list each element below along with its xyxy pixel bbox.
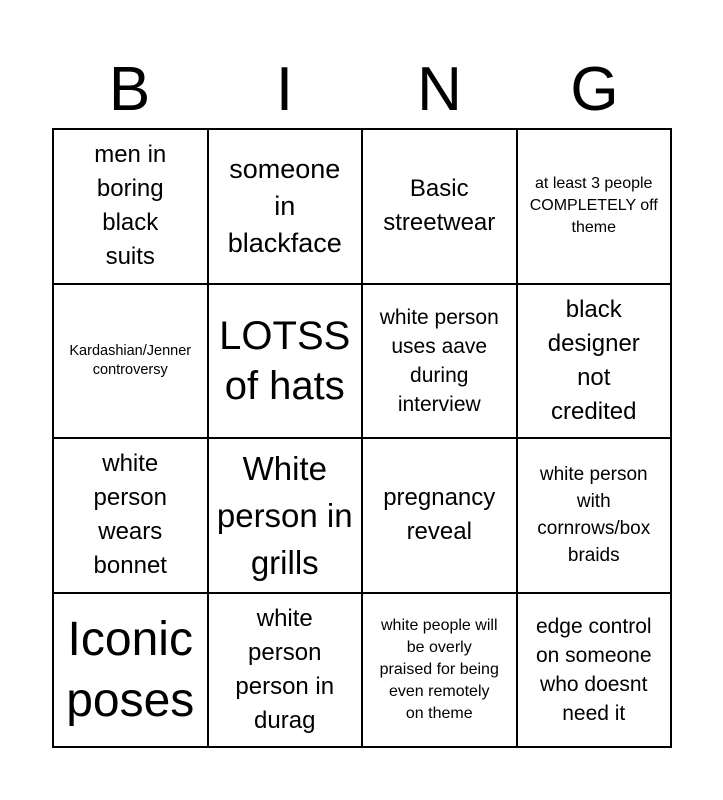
header-letter-n: N — [417, 55, 462, 124]
bingo-cell[interactable] — [209, 130, 364, 285]
cell-text: pregnancy reveal — [383, 484, 496, 546]
bingo-cell[interactable] — [363, 285, 518, 440]
header-letter-i: I — [275, 55, 294, 124]
bingo-cell[interactable] — [363, 439, 518, 594]
bingo-cell[interactable] — [363, 594, 518, 749]
header-letter-g: G — [570, 55, 619, 124]
cell-text: white person wears bonnet — [93, 450, 167, 580]
cell-text: White person in grills — [216, 449, 353, 581]
cell-text: white person person in durag — [235, 604, 335, 734]
cell-text: edge control on someone who doesnt need it — [535, 614, 652, 725]
cell-text: men in boring black suits — [94, 141, 167, 271]
bingo-cell[interactable] — [209, 439, 364, 594]
bingo-header — [52, 52, 672, 128]
cell-text: Kardashian/Jenner controversy — [69, 342, 192, 378]
cell-text: white person with cornrows/box braids — [537, 464, 651, 567]
bingo-cell[interactable] — [54, 439, 209, 594]
bingo-cell[interactable] — [54, 594, 209, 749]
bingo-cell[interactable] — [518, 285, 673, 440]
bingo-cell[interactable] — [209, 594, 364, 749]
cell-text: white people will be overly praised for being even remotely on theme — [379, 616, 499, 722]
cell-text: Iconic poses — [66, 612, 195, 727]
bingo-cell[interactable] — [363, 130, 518, 285]
bingo-cell[interactable] — [518, 594, 673, 749]
bingo-cell[interactable] — [518, 130, 673, 285]
cell-text: Basic streetwear — [383, 175, 496, 237]
header-letter-b: B — [108, 55, 151, 124]
bingo-cell[interactable] — [54, 285, 209, 440]
bingo-board — [52, 128, 672, 748]
cell-text: white person uses aave during interview — [379, 305, 499, 416]
cell-text: black designer not credited — [547, 295, 640, 425]
bingo-cell[interactable] — [209, 285, 364, 440]
cell-text: someone in blackface — [227, 153, 342, 258]
bingo-cell[interactable] — [518, 439, 673, 594]
cell-text: at least 3 people COMPLETELY off theme — [529, 175, 658, 237]
bingo-cell[interactable] — [54, 130, 209, 285]
cell-text: LOTSS of hats — [219, 313, 351, 408]
